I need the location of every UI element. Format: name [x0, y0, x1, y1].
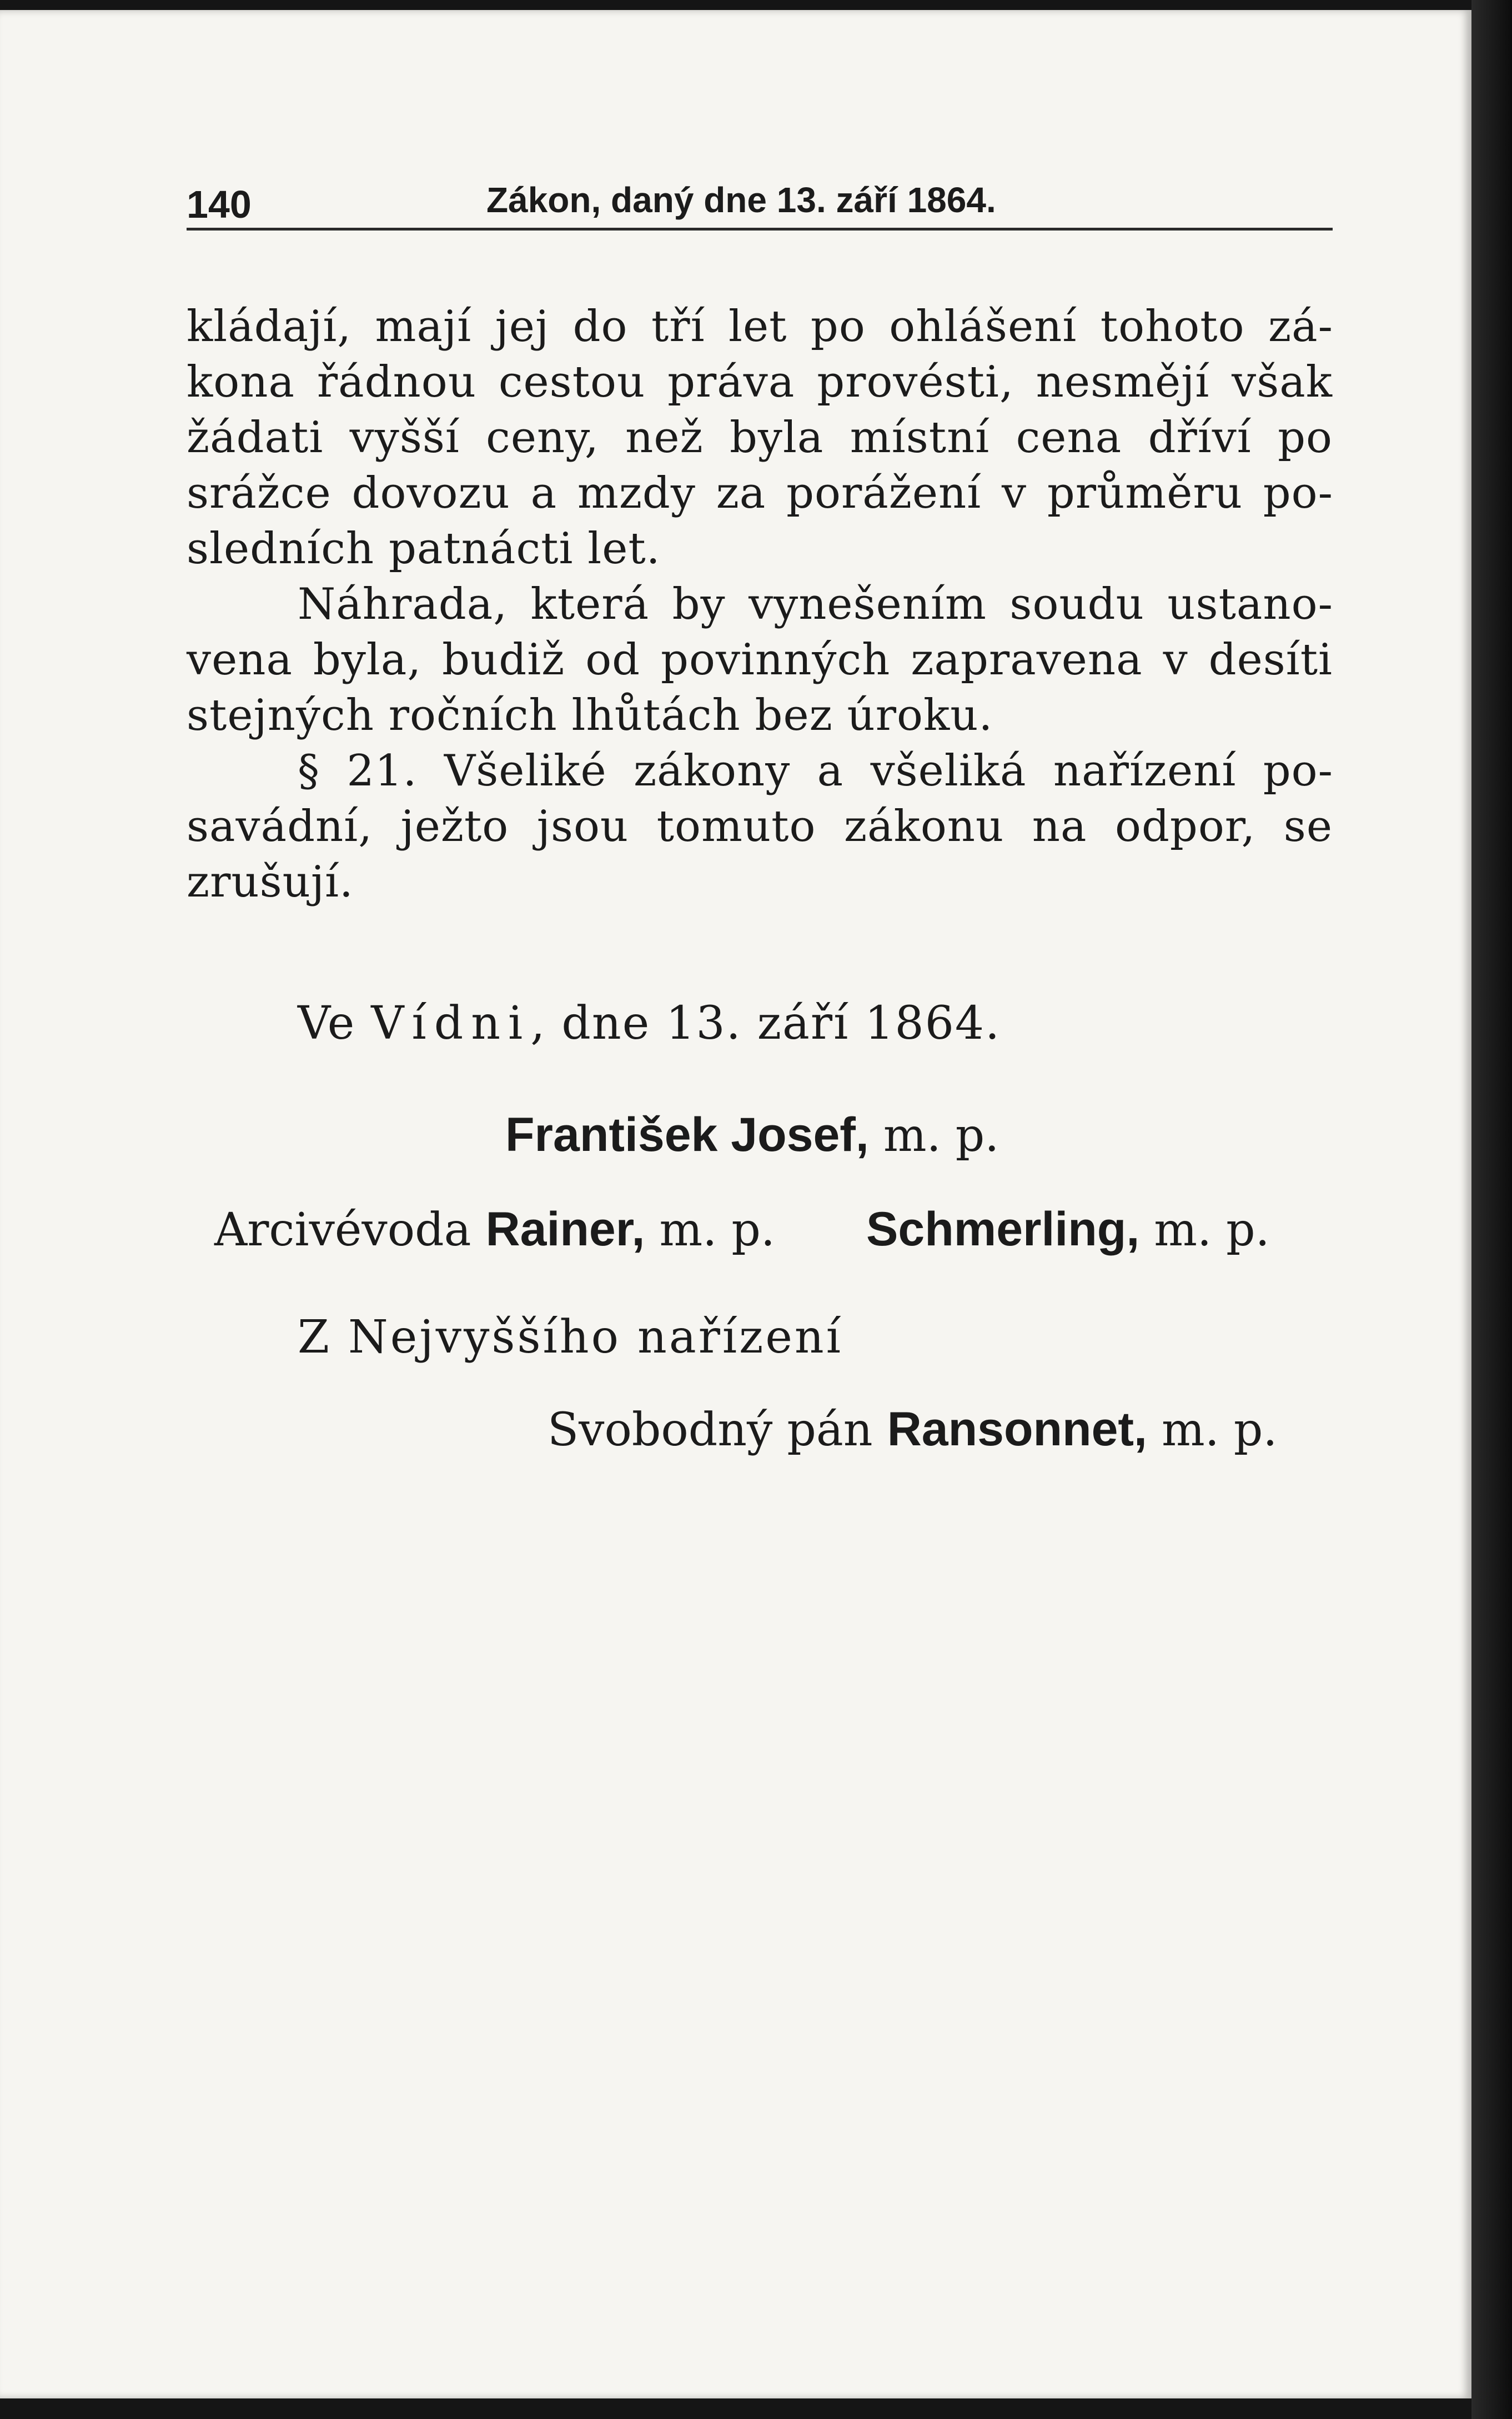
signature-emperor: [505, 1104, 999, 1166]
place-date-line: [298, 993, 1001, 1054]
body-text: [187, 299, 1333, 910]
ransonnet-name: Ransonnet,: [887, 1403, 1147, 1456]
signature-ransonnet: [547, 1399, 1277, 1461]
paragraph-continuation: kládají, mají jej do tří let po ohlášení tohoto zákona řádnou cestou práva provésti, nesmějí však žádati vyšší ceny, než byla místní cena dříví po srážce dovozu a mzdy za porážení v průměru posledních patnácti let.: [187, 302, 1333, 574]
schmerling-name: Schmerling,: [866, 1203, 1140, 1256]
ransonnet-suffix: m. p.: [1147, 1404, 1278, 1456]
emperor-name: František Josef,: [505, 1108, 869, 1161]
page-number: 140: [187, 183, 252, 226]
paragraph-compensation: Náhrada, která by vynešením soudu ustanovena byla, budiž od povinných zapravena v desíti stejných ročních lhůtách bez úroku.: [187, 579, 1333, 740]
paragraph-section-21: § 21. Všeliké zákony a všeliká nařízení posavádní, ježto jsou tomuto zákonu na odpor, se zrušují.: [187, 746, 1333, 907]
emperor-suffix: m. p.: [868, 1109, 999, 1162]
page-header: [187, 172, 1333, 231]
rainer-title: Arcivévoda: [214, 1204, 486, 1256]
signature-schmerling: [866, 1199, 1270, 1261]
rainer-suffix: m. p.: [645, 1204, 775, 1256]
place-name: Vídni: [371, 997, 531, 1050]
running-title: Zákon, daný dne 13. září 1864.: [486, 180, 996, 220]
ransonnet-title: Svobodný pán: [547, 1404, 887, 1456]
place-prefix: Ve: [298, 997, 371, 1050]
signature-rainer: [214, 1199, 775, 1261]
schmerling-suffix: m. p.: [1139, 1204, 1270, 1256]
document-page: [0, 10, 1471, 2398]
page-edge-shadow: [1471, 0, 1512, 2419]
date-text: , dne 13. září 1864.: [530, 997, 1001, 1050]
rainer-name: Rainer,: [485, 1203, 645, 1256]
order-line: Z Nejvyššího nařízení: [298, 1311, 843, 1364]
